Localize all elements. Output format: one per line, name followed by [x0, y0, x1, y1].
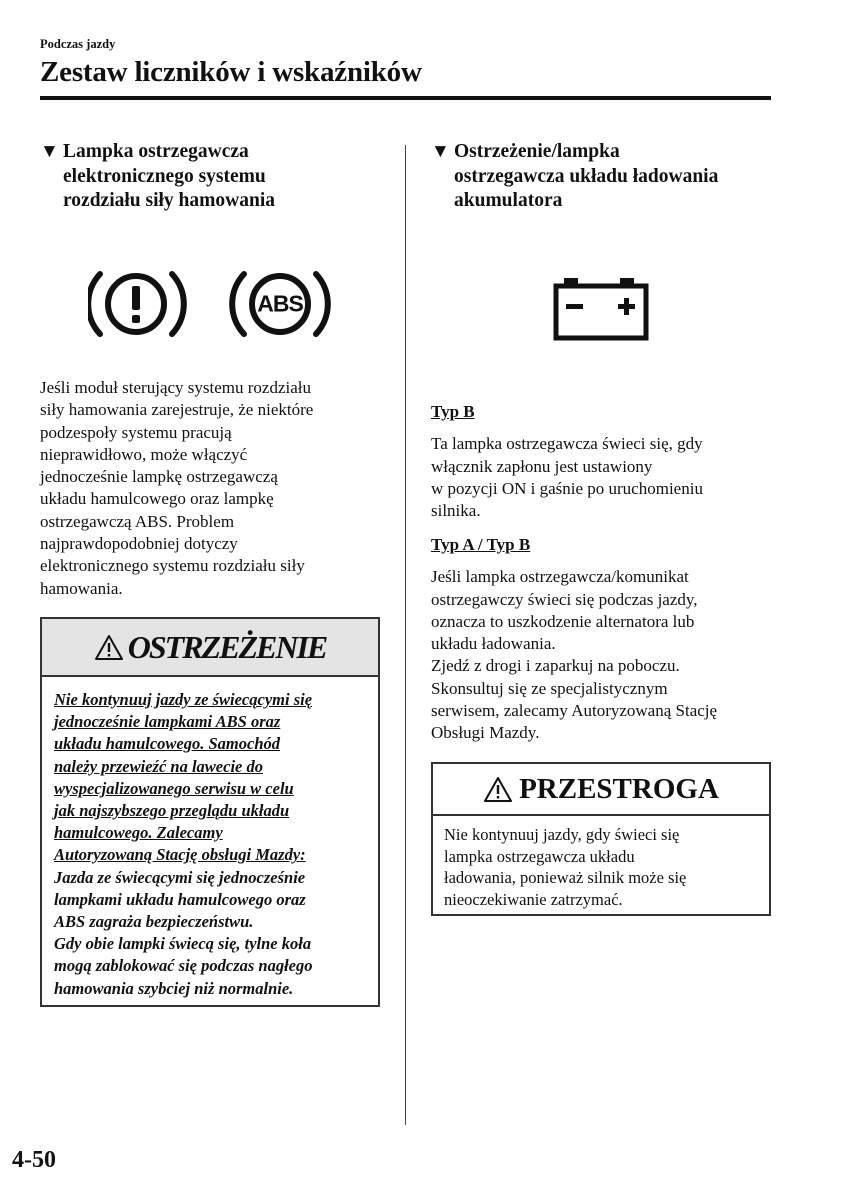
- heading-line: Lampka ostrzegawcza: [63, 141, 249, 162]
- heading-line: rozdziału siły hamowania: [63, 190, 275, 211]
- warning-line: hamowania szybciej niż normalnie.: [54, 978, 294, 998]
- body-line: najprawdopodobniej dotyczy: [40, 534, 238, 554]
- body-line: podzespoły systemu pracują: [40, 422, 232, 442]
- charging-warning-heading: [431, 140, 771, 214]
- warning-line: jak najszybszego przeglądu układu: [54, 801, 290, 821]
- body-line: Jeśli moduł sterujący systemu rozdziału: [40, 378, 311, 397]
- brake-force-description: [40, 377, 380, 600]
- body-line: włącznik zapłonu jest ustawiony: [431, 456, 653, 476]
- warning-line: Nie kontynuuj jazdy ze świecącymi się: [54, 690, 313, 709]
- body-line: w pozycji ON i gaśnie po uruchomieniu: [431, 478, 703, 498]
- warning-line: jednocześnie lampkami ABS oraz: [54, 712, 281, 732]
- warning-line: należy przewieźć na lawecie do: [54, 756, 263, 776]
- body-line: Jeśli lampka ostrzegawcza/komunikat: [431, 567, 689, 587]
- left-column: [40, 140, 380, 214]
- warning-line: ABS zagraża bezpieczeństwu.: [54, 912, 254, 932]
- warning-line: Autoryzowaną Stację obsługi Mazdy:: [54, 845, 306, 865]
- body-line: jednocześnie lampkę ostrzegawczą: [40, 467, 278, 487]
- warning-line: wyspecjalizowanego serwisu w celu: [54, 778, 294, 798]
- body-line: serwisem, zalecamy Autoryzowaną Stację: [431, 701, 718, 721]
- page-title: Zestaw liczników i wskaźników: [40, 56, 422, 88]
- warning-line: Jazda ze świecącymi się jednocześnie: [54, 867, 306, 887]
- body-line: elektronicznego systemu rozdziału siły: [40, 556, 305, 576]
- warning-title: OSTRZEŻENIE: [127, 628, 327, 665]
- body-line: hamowania.: [40, 578, 123, 598]
- heading-line: ostrzegawcza układu ładowania: [454, 165, 719, 187]
- body-line: nieprawidłowo, może włączyć: [40, 444, 248, 464]
- right-column: [431, 140, 771, 214]
- caution-line: lampka ostrzegawcza układu: [444, 846, 635, 866]
- body-line: ostrzegawczy świeci się podczas jazdy,: [431, 589, 698, 609]
- body-line: Zjedź z drogi i zaparkuj na poboczu.: [431, 656, 680, 676]
- warning-line: hamulcowego. Zalecamy: [54, 823, 223, 843]
- heading-line: elektronicznego systemu: [63, 165, 266, 187]
- body-line: Skonsultuj się ze specjalistycznym: [431, 678, 668, 698]
- caution-title: PRZESTROGA: [519, 772, 719, 805]
- warning-line: mogą zablokować się podczas nagłego: [54, 956, 313, 976]
- type-a-b-section: [431, 534, 771, 745]
- warning-line: Gdy obie lampki świecą się, tylne koła: [54, 934, 312, 954]
- body-line: układu ładowania.: [431, 634, 556, 654]
- body-line: siły hamowania zarejestruje, że niektóre: [40, 400, 314, 420]
- body-line: oznacza to uszkodzenie alternatora lub: [431, 611, 695, 631]
- caution-line: Nie kontynuuj jazdy, gdy świeci się: [444, 825, 680, 844]
- body-line: ostrzegawczą ABS. Problem: [40, 511, 235, 531]
- heading-line: Ostrzeżenie/lampka: [454, 141, 620, 162]
- battery-icon: [551, 274, 651, 347]
- body-line: Obsługi Mazdy.: [431, 723, 540, 743]
- caution-triangle-icon: [483, 776, 513, 803]
- type-a-b-label: Typ A / Typ B: [431, 535, 531, 554]
- brake-force-warning-heading: [40, 140, 380, 214]
- heading-line: akumulatora: [454, 190, 563, 211]
- warning-line: lampkami układu hamulcowego oraz: [54, 889, 306, 909]
- caution-line: ładowania, ponieważ silnik może się: [444, 868, 687, 887]
- body-line: Ta lampka ostrzegawcza świeci się, gdy: [431, 434, 703, 454]
- warning-line: układu hamulcowego. Samochód: [54, 734, 280, 754]
- body-line: układu hamulcowego oraz lampkę: [40, 489, 274, 509]
- body-line: silnika.: [431, 501, 481, 521]
- warning-box: [40, 617, 380, 1007]
- caution-box: [431, 762, 771, 916]
- title-rule: [40, 96, 771, 100]
- caution-text: [433, 816, 769, 910]
- section-label: Podczas jazdy: [40, 37, 116, 51]
- column-divider: [405, 145, 406, 1125]
- caution-line: nieoczekiwanie zatrzymać.: [444, 889, 623, 909]
- warning-triangle-icon: [94, 634, 124, 661]
- warning-text: [42, 677, 378, 1000]
- triangle-bullet-icon: ▼: [431, 141, 450, 162]
- brake-and-abs-icons: [88, 266, 338, 347]
- caution-header: [433, 764, 769, 816]
- warning-header: [42, 619, 378, 677]
- page-number: 4-50: [12, 1147, 56, 1173]
- triangle-bullet-icon: ▼: [40, 141, 59, 162]
- abs-icon-label: ABS: [257, 290, 303, 317]
- type-b-section: [431, 401, 771, 522]
- type-b-label: Typ B: [431, 402, 475, 421]
